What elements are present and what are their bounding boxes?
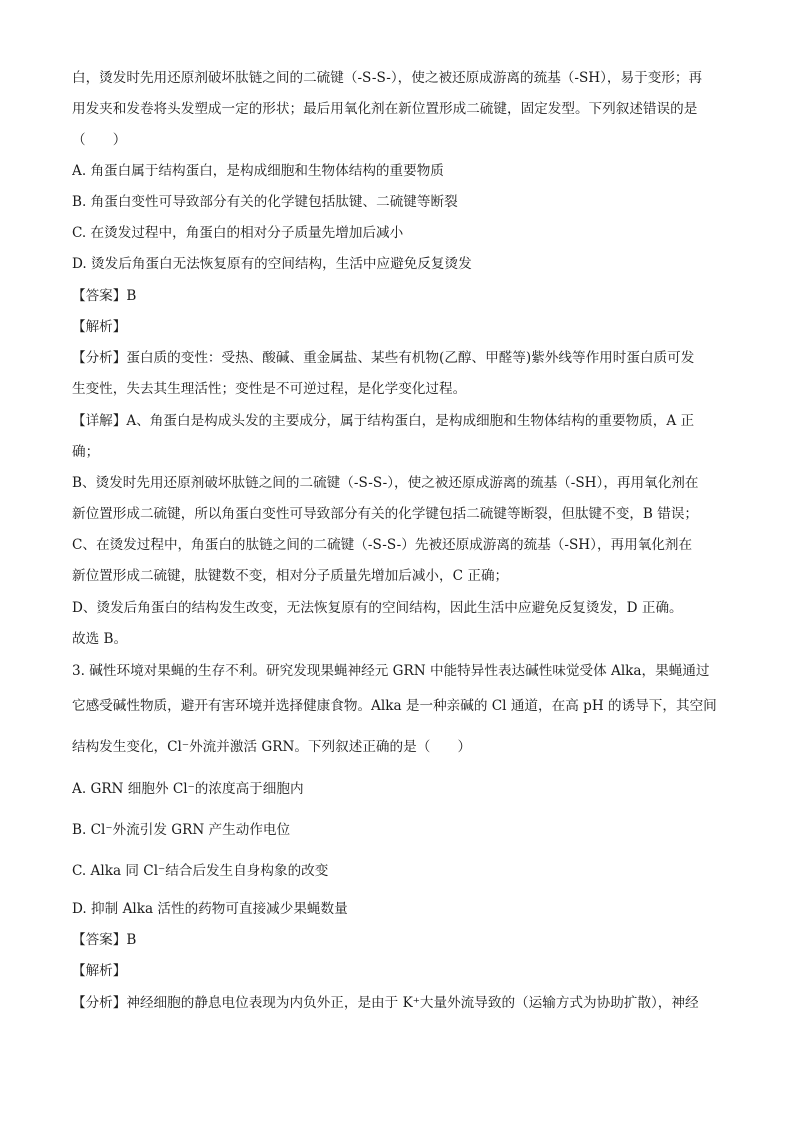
detail-text: 新位置形成二硫键，所以角蛋白变性可导致部分有关的化学键包括二硫键等断裂，但肽键不变，B 错误； bbox=[72, 506, 699, 522]
detail-text: 【详解】A、角蛋白是构成头发的主要成分，属于结构蛋白，是构成细胞和生物体结构的重要物质，A 正 bbox=[72, 413, 695, 429]
question-3-text: 它感受碱性物质，避开有害环境并选择健康食物。Alka 是一种亲碱的 Cl 通道，在高 pH 的诱导下，其空间 bbox=[72, 698, 717, 714]
option-a: A. GRN 细胞外 Cl⁻的浓度高于细胞内 bbox=[72, 781, 304, 797]
analysis-text: 【分析】神经细胞的静息电位表现为内负外正，是由于 K⁺大量外流导致的（运输方式为协助扩散），神经 bbox=[72, 995, 699, 1011]
detail-text: B、烫发时先用还原剂破坏肽链之间的二硫键（-S-S-），使之被还原成游离的巯基（-SH），再用氧化剂在 bbox=[72, 475, 699, 491]
question-3-text: 3. 碱性环境对果蝇的生存不利。研究发现果蝇神经元 GRN 中能特异性表达碱性味觉受体 Alka，果蝇通过 bbox=[72, 663, 710, 679]
option-b: B. Cl⁻外流引发 GRN 产生动作电位 bbox=[72, 822, 291, 838]
option-c: C. Alka 同 Cl⁻结合后发生自身构象的改变 bbox=[72, 863, 329, 879]
analysis-text: 【分析】蛋白质的变性：受热、酸碱、重金属盐、某些有机物(乙醇、甲醛等)紫外线等作用时蛋白质可发 bbox=[72, 350, 695, 366]
detail-text: 确； bbox=[72, 444, 100, 460]
option-d: D. 抑制 Alka 活性的药物可直接减少果蝇数量 bbox=[72, 901, 348, 917]
option-c: C. 在烫发过程中，角蛋白的相对分子质量先增加后减小 bbox=[72, 225, 404, 241]
option-d: D. 烫发后角蛋白无法恢复原有的空间结构，生活中应避免反复烫发 bbox=[72, 256, 472, 272]
text-line: 用发夹和发卷将头发塑成一定的形状；最后用氧化剂在新位置形成二硫键，固定发型。下列叙述错误的是 bbox=[72, 101, 698, 117]
detail-text: 新位置形成二硫键，肽键数不变，相对分子质量先增加后减小，C 正确； bbox=[72, 568, 509, 584]
question-3-text: 结构发生变化，Cl⁻外流并激活 GRN。下列叙述正确的是（ ） bbox=[72, 739, 472, 755]
answer-label: 【答案】B bbox=[72, 288, 137, 304]
option-a: A. 角蛋白属于结构蛋白，是构成细胞和生物体结构的重要物质 bbox=[72, 163, 444, 179]
analysis-text: 生变性，失去其生理活性；变性是不可逆过程，是化学变化过程。 bbox=[72, 381, 467, 397]
text-line: 白，烫发时先用还原剂破坏肽链之间的二硫键（-S-S-），使之被还原成游离的巯基（-SH），易于变形；再 bbox=[72, 70, 703, 86]
detail-text: C、在烫发过程中，角蛋白的肽链之间的二硫键（-S-S-）先被还原成游离的巯基（-SH），再用氧化剂在 bbox=[72, 537, 693, 553]
option-b: B. 角蛋白变性可导致部分有关的化学键包括肽键、二硫键等断裂 bbox=[72, 194, 458, 210]
question-bracket: （ ） bbox=[72, 132, 127, 148]
detail-text: D、烫发后角蛋白的结构发生改变，无法恢复原有的空间结构，因此生活中应避免反复烫发，D 正确。 bbox=[72, 600, 683, 616]
conclusion-text: 故选 B。 bbox=[72, 631, 128, 647]
answer-label: 【答案】B bbox=[72, 932, 137, 948]
analysis-label: 【解析】 bbox=[72, 319, 127, 335]
analysis-label: 【解析】 bbox=[72, 963, 127, 979]
